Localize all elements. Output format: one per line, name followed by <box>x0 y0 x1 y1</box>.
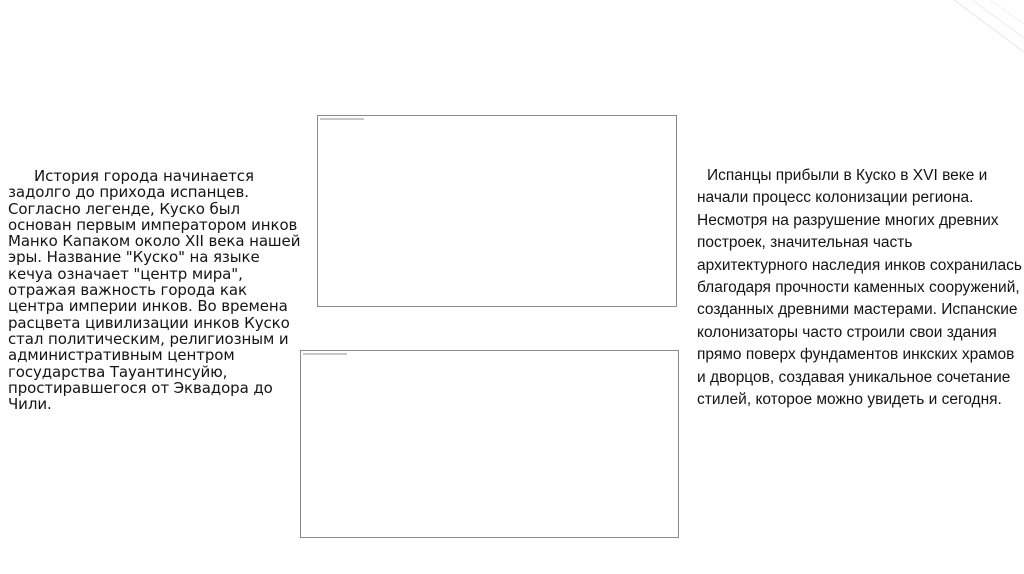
corner-decoration <box>944 0 1024 60</box>
image-placeholder-bottom <box>300 350 679 538</box>
left-paragraph: История города начинается задолго до прихода испанцев. Согласно легенде, Куско был основан первым императором инков Манко Капаком около XII века нашей эры. Название "Куско" на языке кечуа означает "центр мира", отражая важность города как центра империи инков. Во времена расцвета цивилизации инков Куско стал политическим, религиозным и административным центром государства Тауантинсуйю, простиравшегося от Эквадора до Чили. <box>8 167 301 414</box>
image-placeholder-top <box>317 115 677 307</box>
image-caption-mark <box>320 118 364 120</box>
image-caption-mark <box>303 353 347 355</box>
right-paragraph: Испанцы прибыли в Куско в XVI веке и начали процесс колонизации региона. Несмотря на разрушение многих древних построек, значительная часть архитектурного наследия инков сохранилась благодаря прочности каменных сооружений, созданных древними мастерами. Испанские колонизаторы часто строили свои здания прямо поверх фундаментов инкских храмов и дворцов, создавая уникальное сочетание стилей, которое можно увидеть и сегодня. <box>697 167 1022 409</box>
